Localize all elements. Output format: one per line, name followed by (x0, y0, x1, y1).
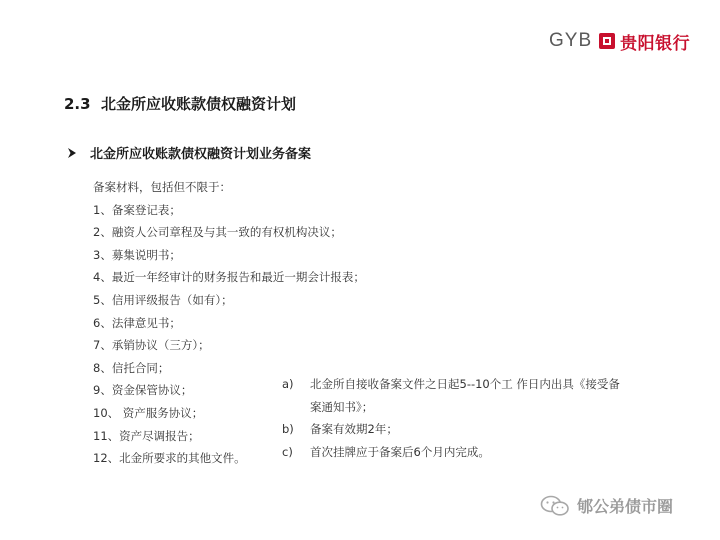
section-title (64, 93, 296, 114)
arrow-bullet-icon (66, 147, 78, 159)
note-marker: a) (282, 377, 294, 391)
note-text: 北金所自接收备案文件之日起5--10个工 作日内出具《接受备案通知书》； (310, 377, 620, 414)
logo-text-cn: 贵阳银行 (620, 33, 691, 54)
list-item: 3、募集说明书； (93, 247, 181, 262)
section-title-text: 北金所应收账款债权融资计划 (101, 95, 297, 113)
note-item (282, 441, 630, 464)
materials-intro: 备案材料，包括但不限于： (93, 180, 231, 194)
watermark (540, 494, 673, 517)
bank-logo (549, 29, 690, 53)
gyb-square-logo-icon (598, 32, 616, 50)
note-text: 备案有效期2年； (310, 422, 398, 437)
list-item: 11、资产尽调报告； (93, 428, 200, 443)
section-number: 2.3 (64, 95, 91, 113)
watermark-text: 郇公弟债市圈 (577, 497, 674, 516)
subsection-heading (66, 143, 311, 162)
list-item: 4、最近一年经审计的财务报告和最近一期会计报表； (93, 270, 365, 285)
notes-list (282, 373, 630, 463)
list-item: 1、备案登记表； (93, 202, 181, 217)
note-item (282, 418, 630, 441)
list-item: 2、融资人公司章程及与其一致的有权机构决议； (93, 225, 342, 240)
list-item: 8、信托合同； (93, 360, 170, 375)
logo-text-en: GYB (549, 30, 593, 51)
list-item: 7、承销协议（三方）； (93, 338, 210, 353)
list-item: 10、 资产服务协议； (93, 405, 204, 420)
list-item: 12、北金所要求的其他文件。 (93, 451, 246, 466)
note-item (282, 373, 630, 418)
subsection-title: 北金所应收账款债权融资计划业务备案 (90, 147, 312, 162)
list-item: 5、信用评级报告（如有）； (93, 292, 233, 307)
note-marker: c) (282, 444, 293, 459)
note-text: 首次挂牌应于备案后6个月内完成。 (310, 444, 490, 459)
list-item: 9、资金保管协议； (93, 383, 193, 398)
list-item: 6、法律意见书； (93, 315, 181, 330)
wechat-icon (540, 495, 570, 517)
note-marker: b) (282, 422, 294, 437)
